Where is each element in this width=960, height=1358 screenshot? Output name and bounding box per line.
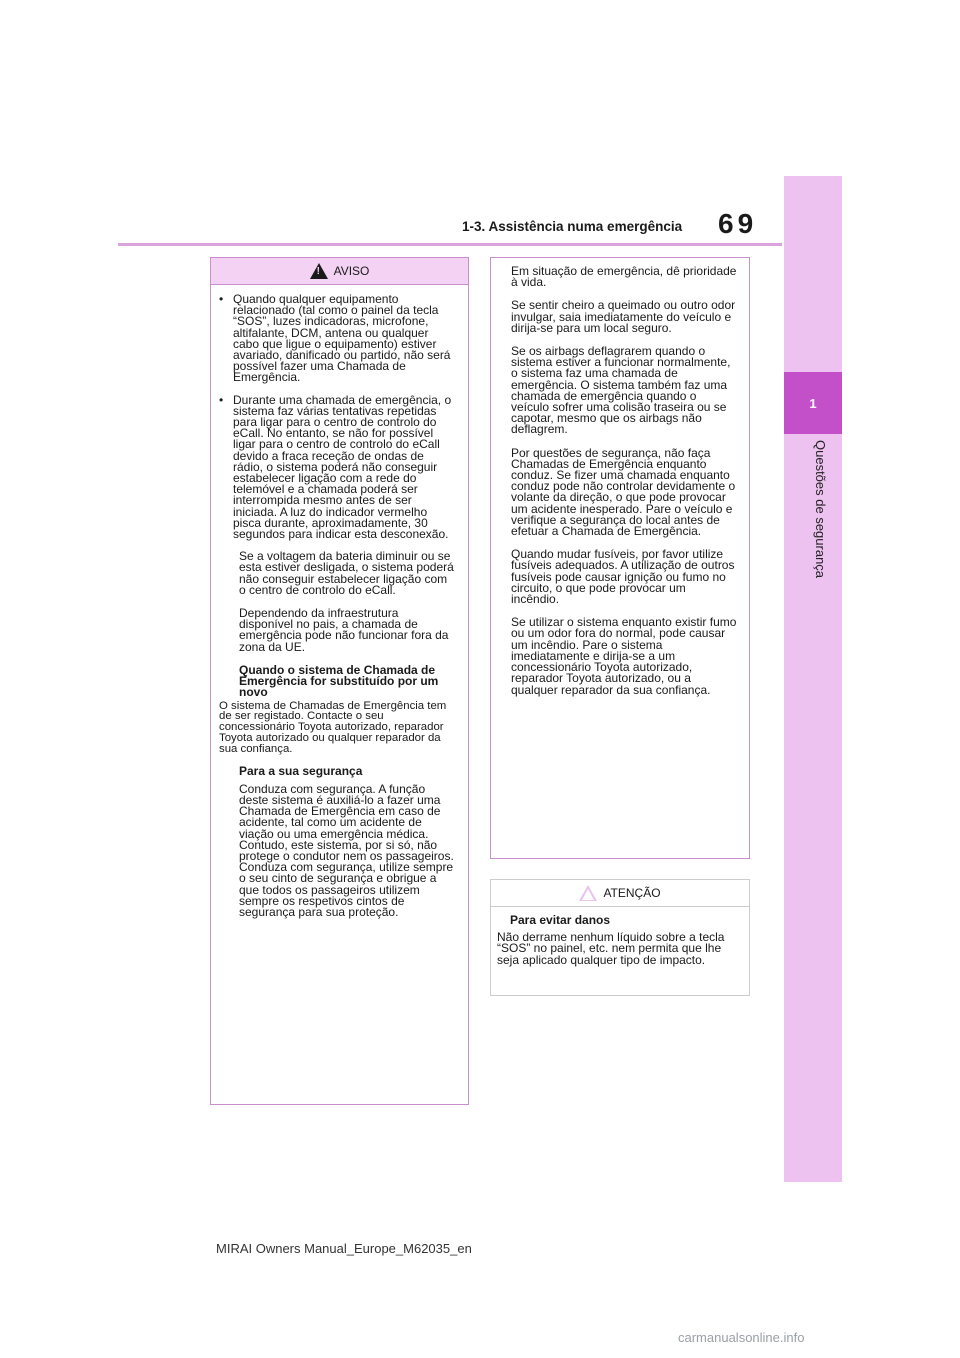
aviso-bullet-text: Durante uma chamada de emergência, o sistema faz várias tentativas repetidas para ligar para o centro de controlo do eCall. No entanto, se não for possível ligar para o centro de controlo do eCall devido a fraca receção de ondas de rádio, o sistema poderá não conseguir estabelecer ligação com a rede do telemóvel e a chamada poderá ser interrompida mesmo antes de ser iniciada. A luz do indicador vermelho pisca durante, aproximadamente, 30 segundos para indicar esta desconexão. (233, 392, 452, 542)
aviso-safety-paragraph: Conduza com segurança. A função deste sistema é auxiliá-lo a fazer uma Chamada de Emergência em caso de acidente, tal como um acidente de viação ou uma emergência médica. Contudo, este sistema, por si só, não protege o condutor nem os passageiros. Conduza com segurança, utilize sempre o seu cinto de segurança e obrigue a que todos os passageiros utilizem sempre os respetivos cintos de segurança para sua proteção. (239, 781, 454, 919)
atencao-title: ATENÇÃO (603, 886, 661, 900)
aviso-battery-paragraph: Se a voltagem da bateria diminuir ou se esta estiver desligada, o sistema poderá não conseguir estabelecer ligação com o centro de controlo do eCall. (239, 549, 454, 597)
atencao-heading: Para evitar danos (510, 913, 611, 927)
footer-document-id: MIRAI Owners Manual_Europe_M62035_en (216, 1241, 472, 1256)
chapter-title-vertical: Questões de segurança (813, 440, 828, 579)
header-divider (118, 243, 782, 246)
right-paragraph: Em situação de emergência, dê prioridade à vida. (511, 264, 737, 290)
page-number: 69 (718, 208, 758, 239)
caution-triangle-icon (579, 885, 597, 901)
section-title: 1-3. Assistência numa emergência (462, 219, 683, 234)
right-paragraph: Quando mudar fusíveis, por favor utilize fusíveis adequados. A utilização de outros fusíveis pode causar ignição ou fumo no circuito, o que pode provocar um incêndio. (511, 547, 735, 607)
right-paragraph: Se sentir cheiro a queimado ou outro odor invulgar, saia imediatamente do veículo e dirija-se para um local seguro. (511, 298, 736, 335)
right-paragraph: Se utilizar o sistema enquanto existir fumo ou um odor fora do normal, pode causar um incêndio. Pare o sistema imediatamente e dirija-se a um concessionário Toyota autorizado, reparador Toyota autorizado, ou a qualquer reparador da sua confiança. (511, 615, 737, 697)
aviso-continuation-box (490, 257, 750, 859)
right-paragraph: Por questões de segurança, não faça Chamadas de Emergência enquanto conduz. Se fizer uma chamada enquanto conduz pode não controlar devidamente o volante da direção, o que pode provocar um acidente inesperado. Pare o veículo e verifique a segurança do local antes de efetuar a Chamada de Emergência. (511, 445, 736, 539)
aviso-bullet: • Quando qualquer equipamento relacionado (tal como o painel da tecla “SOS”, luzes indicadoras, microfone, altifalante, DCM, antena ou qualquer cabo que ligue o equipamento) estiver avariado, danificado ou partido, não será possível fazer uma Chamada de Emergência. (219, 294, 455, 384)
atencao-header (491, 880, 749, 907)
chapter-number-tab[interactable] (784, 372, 842, 434)
aviso-title: AVISO (333, 264, 370, 278)
chapter-side-tab (784, 176, 842, 1182)
aviso-replacement-paragraph: O sistema de Chamadas de Emergência tem de ser registado. Contacte o seu concessionário Toyota autorizado, reparador Toyota autorizado ou qualquer reparador da sua confiança. (219, 699, 447, 755)
aviso-bullet-text: Quando qualquer equipamento relacionado (tal como o painel da tecla “SOS”, luzes indicadoras, microfone, altifalante, DCM, antena ou qualquer cabo que ligue o equipamento) estiver avariado, danificado ou partido, não será possível fazer uma Chamada de Emergência. (233, 292, 451, 385)
atencao-text: Não derrame nenhum líquido sobre a tecla “SOS” no painel, etc. nem permita que lhe seja aplicado qualquer tipo de impacto. (497, 930, 725, 967)
right-paragraph: Se os airbags deflagrarem quando o sistema estiver a funcionar normalmente, o sistema faz uma chamada de emergência. O sistema também faz uma chamada de emergência quando o veículo sofrer uma colisão traseira ou se capotar, mesmo que os airbags não deflagrem. (511, 344, 731, 437)
chapter-number: 1 (809, 395, 817, 411)
aviso-safety-heading: Para a sua segurança (239, 764, 363, 779)
aviso-replacement-heading: Quando o sistema de Chamada de Emergência for substituído por um novo (239, 662, 439, 700)
aviso-header (211, 258, 468, 285)
atencao-caution-box (490, 879, 750, 996)
warning-triangle-icon (310, 263, 328, 279)
aviso-infrastructure-paragraph: Dependendo da infraestrutura disponível no pais, a chamada de emergência pode não funcionar fora da zona da UE. (239, 606, 449, 654)
aviso-bullet: • Durante uma chamada de emergência, o sistema faz várias tentativas repetidas para ligar para o centro de controlo do eCall. No entanto, se não for possível ligar para o centro de controlo do eCall devido a fraca receção de ondas de rádio, o sistema poderá não conseguir estabelecer ligação com a rede do telemóvel e a chamada poderá ser interrompida mesmo antes de ser iniciada. A luz do indicador vermelho pisca durante, aproximadamente, 30 segundos para indicar esta desconexão. (219, 395, 455, 541)
aviso-warning-box (210, 257, 469, 1105)
footer-watermark: carmanualsonline.info (678, 1330, 805, 1345)
